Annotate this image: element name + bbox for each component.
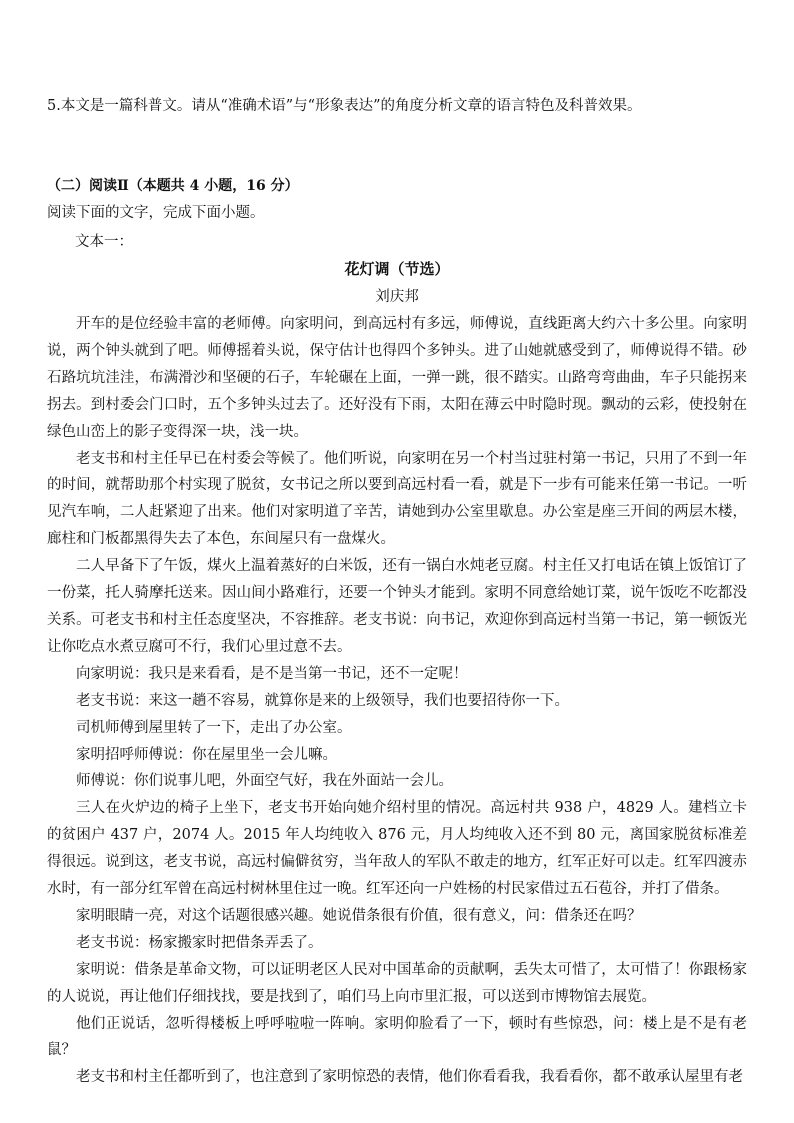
article-paragraph: 家明说：借条是革命文物，可以证明老区人民对中国革命的贡献啊，丢失太可惜了，太可惜了！你跟杨家的人说说，再让他们仔细找找，要是找到了，咱们马上向市里汇报，可以送到市博物馆去展览。 (47, 961, 747, 1005)
article-paragraph: 三人在火炉边的椅子上坐下，老支书开始向她介绍村里的情况。高远村共 938 户，4829 人。建档立卡的贫困户 437 户，2074 人。2015 年人均纯收入 876 元，月人均纯收入还不到 80 元，离国家脱贫标准差得很远。说到这，老支书说，高远村偏僻贫穷，当年敌人的军队不敢走的地方，红军正好可以走。红军四渡赤水时，有一部分红军曾在高远村树林里住过一晚。红军还向一户姓杨的村民家借过五石苞谷，并打了借条。 (47, 800, 747, 898)
article-paragraph: 司机师傅到屋里转了一下，走出了办公室。 (76, 719, 352, 736)
article-paragraph: 老支书和村主任都听到了，也注意到了家明惊恐的表情，他们你看看我，我看看你，都不敢承认屋里有老 (76, 1069, 743, 1086)
section-heading: （二）阅读Ⅱ（本题共 4 小题，16 分） (47, 178, 299, 194)
article-paragraph: 家明眼睛一亮，对这个话题很感兴趣。她说借条很有价值，很有意义，问：借条还在吗？ (76, 907, 642, 924)
article-body (47, 311, 747, 1091)
article-paragraph: 老支书说：来这一趟不容易，就算你是来的上级领导，我们也要招待你一下。 (76, 692, 569, 709)
article-paragraph: 他们正说话，忽听得楼板上呼呼啦啦一阵响。家明仰脸看了一下，顿时有些惊恐，问：楼上是不是有老鼠？ (47, 1015, 747, 1059)
text-one-label: 文本一： (75, 234, 133, 250)
article-paragraph: 师傅说：你们说事儿吧，外面空气好，我在外面站一会儿。 (76, 773, 453, 790)
question-5: 5.本文是一篇科普文。请从“准确术语”与“形象表达”的角度分析文章的语言特色及科普效果。 (47, 98, 642, 114)
article-paragraph: 开车的是位经验丰富的老师傅。向家明问，到高远村有多远，师傅说，直线距离大约六十多公里。向家明说，两个钟头就到了吧。师傅摇着头说，保守估计也得四个多钟头。进了山她就感受到了，师傅说得不错。砂石路坑坑洼洼，布满滑沙和坚硬的石子，车轮碾在上面，一弹一跳，很不踏实。山路弯弯曲曲，车子只能拐来拐去。到村委会门口时，五个多钟头过去了。还好没有下雨，太阳在薄云中时隐时现。飘动的云彩，使投射在绿色山峦上的影子变得深一块，浅一块。 (47, 316, 747, 440)
article-title: 花灯调（节选） (344, 260, 450, 278)
article-paragraph: 老支书说：杨家搬家时把借条弄丢了。 (76, 934, 323, 951)
reading-instruction: 阅读下面的文字，完成下面小题。 (47, 205, 265, 221)
article-paragraph: 向家明说：我只是来看看，是不是当第一书记，还不一定呢！ (76, 665, 468, 682)
article-paragraph: 二人早备下了午饭，煤火上温着蒸好的白米饭，还有一锅白水炖老豆腐。村主任又打电话在镇上饭馆订了一份菜，托人骑摩托送来。因山间小路难行，还要一个钟头才能到。家明不同意给她订菜，说午饭吃不吃都没关系。可老支书和村主任态度坚决，不容推辞。老支书说：向书记，欢迎你到高远村当第一书记，第一顿饭光让你吃点水煮豆腐可不行，我们心里过意不去。 (47, 558, 747, 655)
article-author: 刘庆邦 (375, 289, 419, 305)
article-paragraph: 老支书和村主任早已在村委会等候了。他们听说，向家明在另一个村当过驻村第一书记，只用了不到一年的时间，就帮助那个村实现了脱贫，女书记之所以要到高远村看一看，就是下一步有可能来任第一书记。一听见汽车响，二人赶紧迎了出来。他们对家明道了辛苦，请她到办公室里歇息。办公室是座三开间的两层木楼，廊柱和门板都黑得失去了本色，东间屋只有一盘煤火。 (47, 450, 747, 548)
article-paragraph: 家明招呼师傅说：你在屋里坐一会儿嘛。 (76, 746, 337, 763)
